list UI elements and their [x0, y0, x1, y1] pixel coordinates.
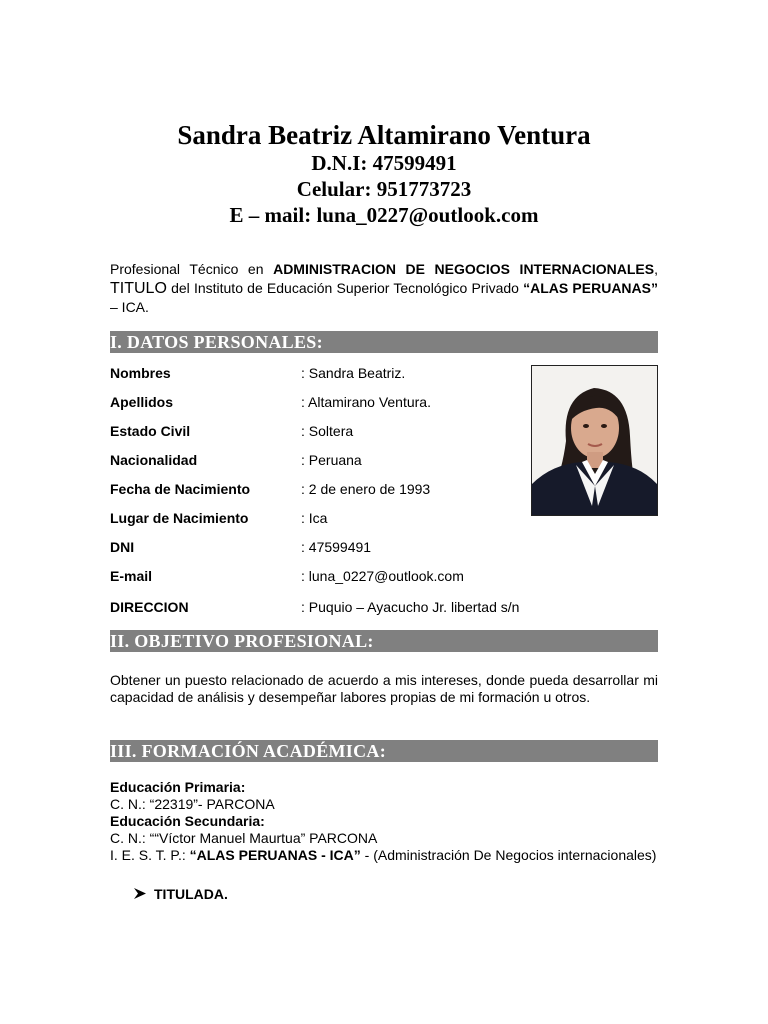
datos-label: E-mail — [110, 568, 153, 584]
iestp-line — [110, 847, 658, 864]
intro-text-3: del Instituto de Educación Superior Tecnológico Privado — [166, 280, 524, 296]
datos-value: : Ica — [301, 510, 328, 526]
datos-value: : Altamirano Ventura. — [301, 394, 431, 410]
datos-label: Nacionalidad — [110, 452, 198, 468]
datos-label: Nombres — [110, 365, 171, 381]
datos-label: DIRECCION — [110, 599, 189, 615]
arrow-right-icon — [134, 886, 146, 902]
section-datos-personales: I. DATOS PERSONALES: — [110, 331, 658, 353]
secundaria-value: C. N.: ““Víctor Manuel Maurtua” PARCONA — [110, 830, 378, 846]
section-formacion-academica: III. FORMACIÓN ACADÉMICA: — [110, 740, 658, 762]
intro-text-1: Profesional Técnico en — [110, 261, 274, 277]
datos-label: Lugar de Nacimiento — [110, 510, 249, 526]
datos-value: : Peruana — [301, 452, 362, 468]
header-celular: Celular: 951773723 — [296, 177, 472, 201]
profile-photo — [531, 365, 658, 516]
datos-value: : luna_0227@outlook.com — [301, 568, 464, 584]
intro-titulo: TITULO — [110, 280, 167, 297]
datos-value: : 2 de enero de 1993 — [301, 481, 431, 497]
intro-text-2: , — [654, 261, 658, 277]
profile-photo-illustration — [532, 366, 657, 515]
datos-label: Estado Civil — [110, 423, 191, 439]
iestp-prefix: I. E. S. T. P.: — [110, 847, 190, 863]
intro-institute: “ALAS PERUANAS” — [523, 280, 658, 296]
candidate-name: Sandra Beatriz Altamirano Ventura — [177, 120, 591, 150]
secundaria-label: Educación Secundaria: — [110, 813, 265, 829]
titulada-text: TITULADA. — [154, 886, 228, 902]
objetivo-text: Obtener un puesto relacionado de acuerdo a mis intereses, donde pueda desarrollar mi capacidad de análisis y desempeñar labores propias de mi formación u otros. — [110, 672, 658, 705]
primaria-value: C. N.: “22319”- PARCONA — [110, 796, 275, 812]
datos-value: : Puquio – Ayacucho Jr. libertad s/n — [301, 599, 520, 615]
intro-paragraph — [110, 260, 658, 317]
header-email: E – mail: luna_0227@outlook.com — [229, 203, 539, 227]
datos-value: : 47599491 — [301, 539, 372, 555]
primaria-label: Educación Primaria: — [110, 779, 246, 795]
iestp-suffix: - (Administración De Negocios internacionales) — [360, 847, 657, 863]
datos-label: Fecha de Nacimiento — [110, 481, 251, 497]
intro-career: ADMINISTRACION DE NEGOCIOS INTERNACIONALES — [273, 261, 655, 277]
education-block — [110, 779, 658, 864]
datos-value: : Soltera — [301, 423, 354, 439]
intro-text-4: – ICA. — [110, 299, 149, 315]
header-dni: D.N.I: 47599491 — [311, 151, 457, 175]
datos-label: Apellidos — [110, 394, 174, 410]
section-objetivo-profesional: II. OBJETIVO PROFESIONAL: — [110, 630, 658, 652]
iestp-name: “ALAS PERUANAS - ICA” — [189, 847, 361, 863]
datos-label: DNI — [110, 539, 135, 555]
datos-value: : Sandra Beatriz. — [301, 365, 406, 381]
titulada-item — [134, 886, 228, 902]
